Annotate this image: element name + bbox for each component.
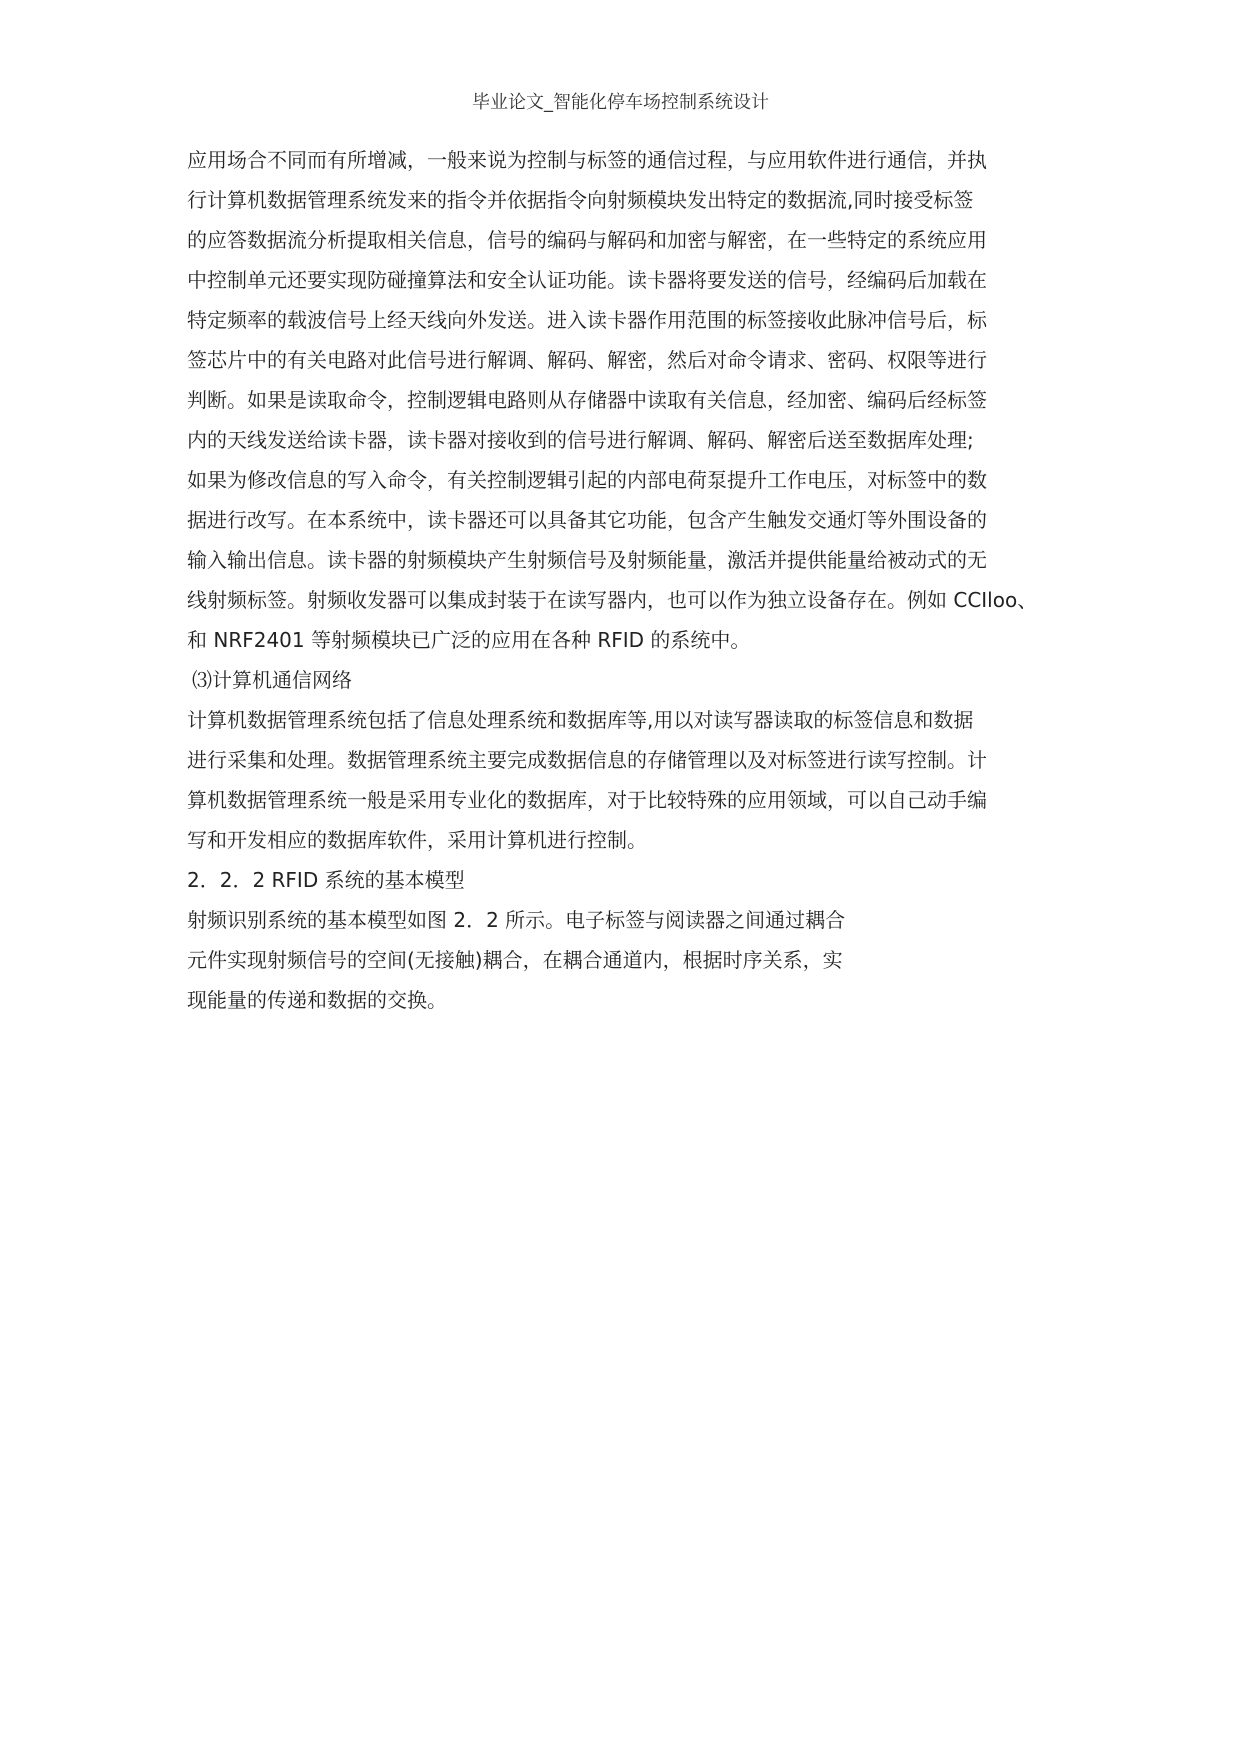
paragraph-line: 元件实现射频信号的空间(无接触)耦合，在耦合通道内，根据时序关系，实 [187,948,843,972]
paragraph-line: 据进行改写。在本系统中，读卡器还可以具备其它功能，包含产生触发交通灯等外围设备的 [187,508,987,532]
paragraph-line: 特定频率的载波信号上经天线向外发送。进入读卡器作用范围的标签接收此脉冲信号后，标 [187,308,987,332]
paragraph-line: 和 NRF2401 等射频模块已广泛的应用在各种 RFID 的系统中。 [187,628,751,652]
paragraph-line: 写和开发相应的数据库软件，采用计算机进行控制。 [187,828,647,852]
page-header: 毕业论文_智能化停车场控制系统设计 [472,92,769,113]
subsection-heading: 2．2．2 RFID 系统的基本模型 [187,868,465,892]
paragraph-line: 进行采集和处理。数据管理系统主要完成数据信息的存储管理以及对标签进行读写控制。计 [187,748,987,772]
paragraph-line: 中控制单元还要实现防碰撞算法和安全认证功能。读卡器将要发送的信号，经编码后加载在 [187,268,987,292]
paragraph-line: 的应答数据流分析提取相关信息，信号的编码与解码和加密与解密，在一些特定的系统应用 [187,228,987,252]
paragraph-line: 应用场合不同而有所增减，一般来说为控制与标签的通信过程，与应用软件进行通信，并执 [187,148,987,172]
paragraph-line: 行计算机数据管理系统发来的指令并依据指令向射频模块发出特定的数据流,同时接受标签 [187,188,974,212]
paragraph-line: 射频识别系统的基本模型如图 2．2 所示。电子标签与阅读器之间通过耦合 [187,908,846,932]
paragraph-line: 如果为修改信息的写入命令，有关控制逻辑引起的内部电荷泵提升工作电压，对标签中的数 [187,468,987,492]
paragraph-line: 算机数据管理系统一般是采用专业化的数据库，对于比较特殊的应用领域，可以自己动手编 [187,788,987,812]
paragraph-line: 内的天线发送给读卡器，读卡器对接收到的信号进行解调、解码、解密后送至数据库处理; [187,428,974,452]
paragraph-line: 现能量的传递和数据的交换。 [187,988,447,1012]
paragraph-line: 线射频标签。射频收发器可以集成封装于在读写器内，也可以作为独立设备存在。例如 CCIloo、 [187,588,1038,612]
paragraph-line: 判断。如果是读取命令，控制逻辑电路则从存储器中读取有关信息，经加密、编码后经标签 [187,388,987,412]
section-heading: ⑶计算机通信网络 [192,668,352,692]
paragraph-line: 输入输出信息。读卡器的射频模块产生射频信号及射频能量，激活并提供能量给被动式的无 [187,548,987,572]
paragraph-line: 签芯片中的有关电路对此信号进行解调、解码、解密，然后对命令请求、密码、权限等进行 [187,348,987,372]
paragraph-line: 计算机数据管理系统包括了信息处理系统和数据库等,用以对读写器读取的标签信息和数据 [187,708,974,732]
